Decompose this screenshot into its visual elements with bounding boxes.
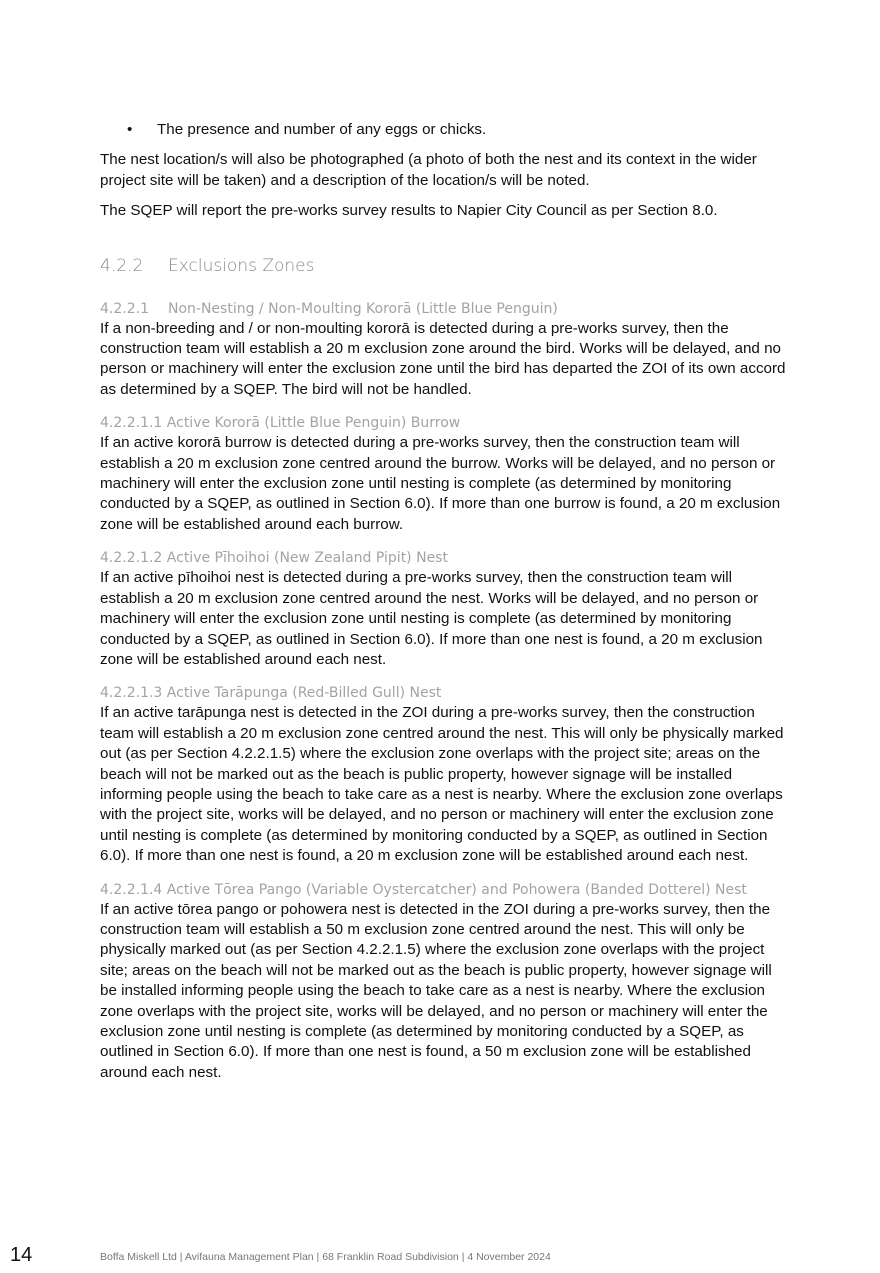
bullet-item xyxy=(100,120,790,140)
intro-paragraph: The nest location/s will also be photographed (a photo of both the nest and its context in the wider project site will be taken) and a description of the location/s will be noted. xyxy=(100,151,757,189)
item-paragraph: If an active tōrea pango or pohowera nest is detected in the ZOI during a pre-works survey, then the construction team will establish a 50 m exclusion zone centred around the nest. This will only be physically marked out (as per Section 4.2.2.1.5) where the exclusion zone overlaps with the project site; areas on the beach will not be marked out as the beach is public property, however signage will be installed informing people using the beach to take care as a nest is nearby. Where the exclusion zone overlaps with the project site, works will be delayed, and no person or machinery will enter the exclusion zone until nesting is complete (as determined by monitoring conducted by a SQEP, as outlined in Section 6.0). If more than one nest is found, a 50 m exclusion zone will be established around each nest. xyxy=(100,900,772,1081)
item-heading: 4.2.2.1.4 Active Tōrea Pango (Variable Oystercatcher) and Pohowera (Banded Dotterel) Nest xyxy=(100,881,747,898)
item-heading: 4.2.2.1.2 Active Pīhoihoi (New Zealand Pipit) Nest xyxy=(100,550,448,567)
item-paragraph: If an active pīhoihoi nest is detected during a pre-works survey, then the construction team will establish a 20 m exclusion zone centred around the nest. Works will be delayed, and no person or machinery will enter the exclusion zone until nesting is complete (as determined by monitoring conducted by a SQEP, as outlined in Section 6.0). If more than one nest is found, a 20 m exclusion zone will be established around each nest. xyxy=(100,569,763,668)
section-number: 4.2.2 xyxy=(100,255,144,276)
subsection-title: Non-Nesting / Non-Moulting Kororā (Little Blue Penguin) xyxy=(168,300,558,317)
item-heading: 4.2.2.1.1 Active Kororā (Little Blue Penguin) Burrow xyxy=(100,415,461,432)
bullet-text: The presence and number of any eggs or chicks. xyxy=(157,121,487,138)
intro-paragraph: The SQEP will report the pre-works survey results to Napier City Council as per Section 8.0. xyxy=(100,202,718,220)
item-paragraph: If an active tarāpunga nest is detected in the ZOI during a pre-works survey, then the construction team will establish a 20 m exclusion zone centred around the nest. This will only be physically marked out (as per Section 4.2.2.1.5) where the exclusion zone overlaps with the project site; areas on the beach will not be marked out as the beach is public property, however signage will be installed informing people using the beach to take care as a nest is nearby. Where the exclusion zone overlaps with the project site, works will be delayed, and no person or machinery will enter the exclusion zone until nesting is complete (as determined by monitoring conducted by a SQEP, as outlined in Section 6.0). If more than one nest is found, a 20 m exclusion zone will be established around each nest. xyxy=(100,704,784,865)
section-title: Exclusions Zones xyxy=(168,255,315,276)
section-heading xyxy=(100,255,790,277)
page-content xyxy=(100,120,790,1083)
subsection-number: 4.2.2.1 xyxy=(100,300,149,317)
item-heading: 4.2.2.1.3 Active Tarāpunga (Red-Billed Gull) Nest xyxy=(100,685,442,702)
footer-text: Boffa Miskell Ltd | Avifauna Management Plan | 68 Franklin Road Subdivision | 4 November 2024 xyxy=(100,1251,551,1263)
bullet-dot-icon: • xyxy=(127,121,133,138)
item-paragraph: If an active kororā burrow is detected during a pre-works survey, then the construction team will establish a 20 m exclusion zone centred around the burrow. Works will be delayed, and no person or machinery will enter the exclusion zone until nesting is complete (as determined by monitoring conducted by a SQEP, as outlined in Section 6.0). If more than one burrow is found, a 20 m exclusion zone will be established around each burrow. xyxy=(100,434,781,533)
page-number: 14 xyxy=(10,1244,33,1266)
subsection-heading xyxy=(100,299,790,319)
subsection-paragraph: If a non-breeding and / or non-moulting kororā is detected during a pre-works survey, then the construction team will establish a 20 m exclusion zone around the bird. Works will be delayed, and no person or machinery will enter the exclusion zone until the bird has departed the ZOI of its own accord as determined by a SQEP. The bird will not be handled. xyxy=(100,319,786,398)
